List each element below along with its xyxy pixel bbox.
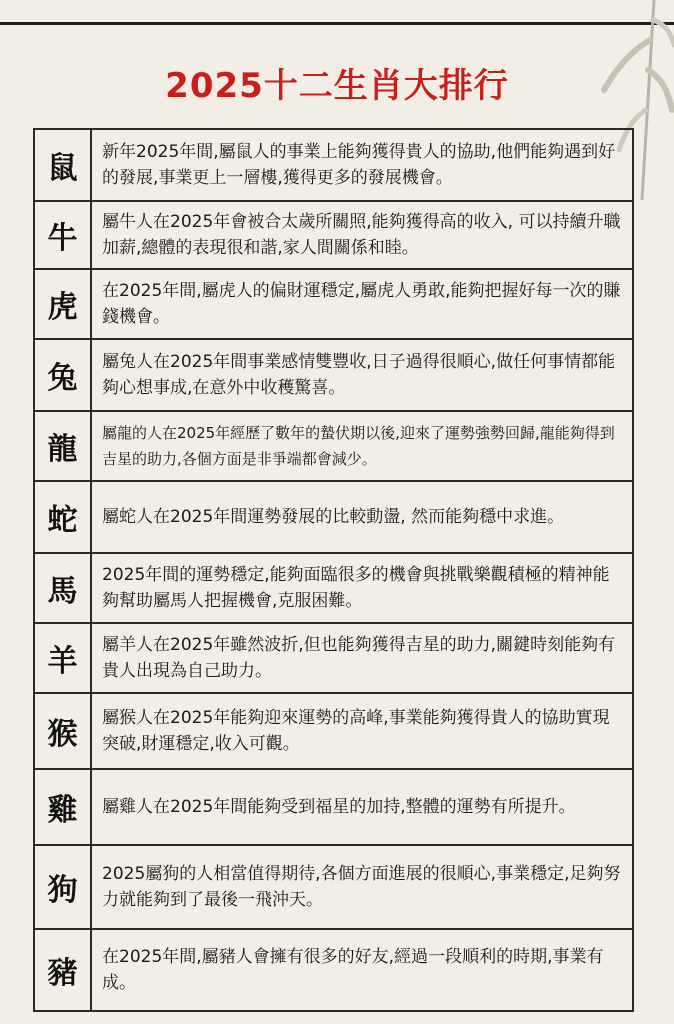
animal-label: 羊 — [35, 624, 92, 692]
fortune-text: 屬雞人在2025年間能夠受到福星的加持,整體的運勢有所提升。 — [102, 797, 576, 817]
fortune-text: 屬牛人在2025年會被合太歲所關照,能夠獲得高的收入, 可以持續升職加薪,總體的表現很和諧,家人間關係和睦。 — [102, 212, 621, 258]
fortune-text: 屬猴人在2025年能夠迎來運勢的高峰,事業能夠獲得貴人的協助實現突破,財運穩定,收入可觀。 — [102, 708, 610, 754]
zodiac-row-snake — [35, 480, 632, 552]
fortune-text: 屬羊人在2025年雖然波折,但也能夠獲得吉星的助力,關鍵時刻能夠有貴人出現為自己助力。 — [102, 635, 616, 681]
zodiac-table — [33, 128, 634, 1012]
zodiac-row-monkey — [35, 692, 632, 768]
page-title: 2025十二生肖大排行 — [165, 66, 509, 106]
animal-label: 龍 — [35, 412, 92, 480]
animal-label: 蛇 — [35, 482, 92, 552]
fortune-text: 在2025年間,屬豬人會擁有很多的好友,經過一段順利的時期,事業有成。 — [102, 947, 604, 993]
fortune-text: 屬兔人在2025年間事業感情雙豐收,日子過得很順心,做任何事情都能夠心想事成,在意外中收穫驚喜。 — [102, 352, 616, 398]
animal-label: 鼠 — [35, 130, 92, 200]
zodiac-row-horse — [35, 552, 632, 622]
fortune-text: 屬龍的人在2025年經歷了數年的蟄伏期以後,迎來了運勢強勢回歸,龍能夠得到吉星的助力,各個方面是非爭端都會減少。 — [102, 424, 615, 468]
animal-label: 豬 — [35, 930, 92, 1010]
fortune-text: 新年2025年間,屬鼠人的事業上能夠獲得貴人的協助,他們能夠遇到好的發展,事業更上一層樓,獲得更多的發展機會。 — [102, 142, 616, 188]
fortune-text: 在2025年間,屬虎人的偏財運穩定,屬虎人勇敢,能夠把握好每一次的賺錢機會。 — [102, 281, 621, 327]
animal-label: 牛 — [35, 202, 92, 268]
fortune-text: 屬蛇人在2025年間運勢發展的比較動盪, 然而能夠穩中求進。 — [102, 507, 565, 527]
animal-label: 狗 — [35, 846, 92, 928]
fortune-text: 2025屬狗的人相當值得期待,各個方面進展的很順心,事業穩定,足夠努力就能夠到了最後一飛沖天。 — [102, 864, 621, 910]
animal-label: 雞 — [35, 770, 92, 844]
zodiac-row-dragon — [35, 410, 632, 480]
animal-label: 馬 — [35, 554, 92, 622]
zodiac-row-rooster — [35, 768, 632, 844]
zodiac-row-tiger — [35, 268, 632, 338]
animal-label: 兔 — [35, 340, 92, 410]
zodiac-row-ox — [35, 200, 632, 268]
zodiac-row-dog — [35, 844, 632, 928]
top-divider — [0, 22, 674, 25]
animal-label: 虎 — [35, 270, 92, 338]
zodiac-row-rat — [35, 128, 632, 200]
fortune-text: 2025年間的運勢穩定,能夠面臨很多的機會與挑戰樂觀積極的精神能夠幫助屬馬人把握機會,克服困難。 — [102, 565, 610, 611]
zodiac-row-pig — [35, 928, 632, 1012]
zodiac-row-rabbit — [35, 338, 632, 410]
animal-label: 猴 — [35, 694, 92, 768]
zodiac-row-goat — [35, 622, 632, 692]
